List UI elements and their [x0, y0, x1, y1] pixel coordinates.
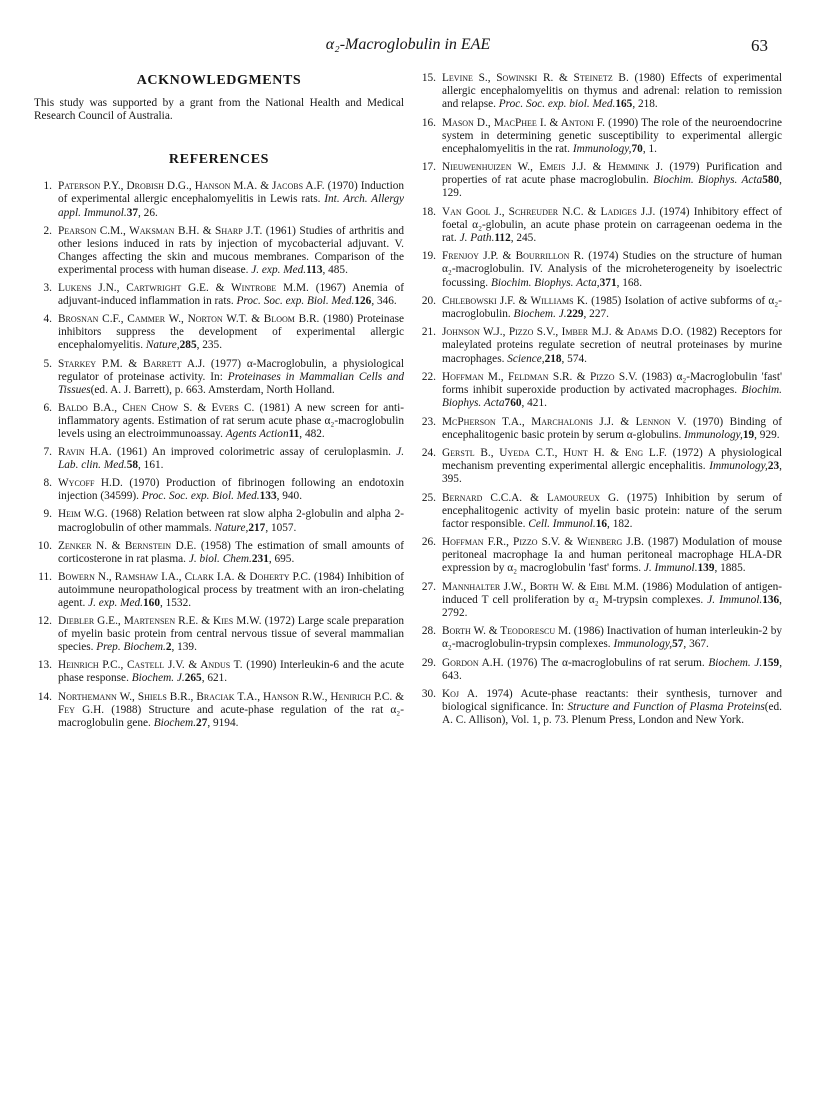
reference-year: (1986) [642, 580, 673, 593]
reference-title: Structure and acute-phase regulation of the rat α₂-macroglobulin gene. [58, 703, 404, 729]
reference-title: Induction of experimental allergic encephalomyelitis in Lewis rats. [58, 180, 404, 206]
reference-journal: J. Immunol. [707, 593, 763, 606]
reference-authors: Gerstl B., Uyeda C.T., Hunt H. & Eng L.F. [442, 447, 667, 460]
reference-year: (1972) [264, 615, 295, 628]
reference-journal: Nature, [145, 339, 180, 352]
reference-title: Isolation of active subforms of α₂-macroglobulin. [442, 294, 783, 320]
reference-number: 7. [43, 446, 52, 459]
reference-pages: (ed. A. J. Barrett), p. 663. Amsterdam, North Holland. [90, 383, 335, 396]
reference-title: A physiological mechanism preventing experimental allergic encephalitis. [442, 447, 783, 473]
reference-number: 21. [421, 326, 436, 339]
reference-volume: 2 [165, 641, 172, 654]
reference-year: (1976) [507, 656, 538, 669]
reference-number: 12. [37, 615, 52, 628]
reference-item [418, 536, 782, 575]
reference-journal: Immunology, [709, 460, 768, 473]
reference-title: α-Macroglobulin, a physiological regulator of proteinase activity. In: [58, 357, 404, 383]
reference-title: Receptors for maleylated proteins regulate secretion of neutral proteinases by murine macrophages. [442, 326, 782, 365]
reference-title: An improved colorimetric assay of ceruloplasmin. [151, 446, 391, 459]
reference-volume: 37 [126, 206, 139, 219]
reference-year: (1970) [692, 415, 724, 428]
reference-year: (1972) [672, 447, 703, 460]
reference-number: 1. [43, 180, 52, 193]
reference-number: 24. [421, 447, 436, 460]
reference-pages: (ed. A. C. Allison), Vol. 1, p. 73. Plenum Press, London and New York. [442, 701, 782, 727]
reference-title: Acute-phase reactants: their synthesis, turnover and biological significance. In: [442, 688, 783, 714]
reference-pages: , 9194. [207, 716, 239, 729]
reference-pages: , 929. [754, 428, 780, 441]
reference-item [34, 508, 404, 534]
reference-authors: Heim W.G. [58, 508, 108, 521]
reference-authors: Bowern N., Ramshaw I.A., Clark I.A. & Doherty P.C. [58, 570, 311, 583]
reference-title: Binding of encephalitogenic basic protein by serum α-globulins. [442, 415, 783, 441]
reference-authors: Gordon A.H. [442, 656, 504, 669]
reference-authors: Heinrich P.C., Castell J.V. & Andus T. [58, 659, 243, 672]
reference-pages: , 218. [632, 98, 658, 111]
reference-item [34, 691, 404, 730]
reference-journal: Biochim. Biophys. Acta [653, 174, 763, 187]
reference-journal: Biochem. J. [513, 307, 567, 320]
reference-title: Inactivation of human interleukin-2 by α₂-macroglobulin-trypsin complexes. [442, 625, 783, 651]
reference-volume: 231 [251, 552, 269, 565]
reference-item [418, 447, 782, 486]
reference-year: (1990) [608, 116, 639, 129]
reference-item [418, 688, 782, 727]
reference-year: (1968) [111, 508, 142, 521]
reference-pages: , 940. [276, 490, 303, 503]
reference-year: (1974) [659, 205, 690, 218]
reference-year: (1988) [111, 703, 142, 716]
reference-authors: Bernard C.C.A. & Lamoureux G. [442, 491, 619, 504]
reference-authors: Zenker N. & Bernstein D.E. [58, 539, 197, 552]
reference-title: The α-macroglobulins of rat serum. [540, 656, 705, 669]
reference-pages: , 1057. [265, 521, 297, 534]
reference-number: 13. [37, 659, 52, 672]
reference-number: 29. [421, 656, 436, 669]
reference-pages: , 168. [616, 276, 643, 289]
reference-authors: Borth W. & Teodorescu M. [442, 625, 571, 638]
reference-number: 14. [37, 690, 52, 703]
reference-title: Production of fibrinogen following an endotoxin injection (34599). [58, 477, 404, 503]
reference-journal: Immunology, [684, 428, 743, 441]
page-number: 63 [751, 36, 768, 55]
reference-authors: Nieuwenhuizen W., Emeis J.J. & Hemmink J. [442, 161, 663, 174]
reference-item [34, 659, 404, 685]
reference-year: (1967) [315, 282, 346, 295]
reference-year: (1975) [627, 491, 658, 504]
reference-year: (1980) [323, 313, 354, 326]
reference-number: 8. [43, 477, 52, 490]
reference-item [34, 225, 404, 277]
reference-pages: , 574. [561, 352, 587, 365]
reference-authors: Brosnan C.F., Cammer W., Norton W.T. & Bloom B.R. [58, 313, 320, 326]
reference-number: 3. [43, 282, 52, 295]
reference-pages: , 26. [138, 206, 158, 219]
reference-volume: 165 [615, 98, 633, 111]
reference-number: 25. [421, 491, 436, 504]
reference-year: (1961) [116, 446, 148, 459]
reference-pages: , 182. [607, 517, 633, 530]
reference-volume: 229 [566, 307, 584, 320]
reference-item [34, 446, 404, 472]
reference-journal: Biochim. Biophys. Acta, [490, 276, 600, 289]
reference-title: Interleukin-6 and the acute phase response. [58, 659, 404, 685]
reference-journal: J. exp. Med. [251, 263, 307, 276]
reference-journal: Structure and Function of Plasma Proteins [567, 701, 765, 714]
reference-pages: , 482. [299, 427, 325, 440]
reference-number: 30. [421, 688, 436, 701]
reference-volume: 217 [248, 521, 266, 534]
reference-item [418, 206, 782, 245]
reference-journal: Science, [507, 352, 545, 365]
reference-year: (1980) [634, 72, 665, 84]
reference-journal: Agents Action [225, 427, 289, 440]
reference-title: Relation between rat slow alpha 2-globulin and alpha 2-macroglobulin of other mammals. [58, 508, 405, 534]
reference-volume: 113 [306, 263, 323, 276]
reference-item [418, 657, 782, 683]
acknowledgments-text: This study was supported by a grant from the National Health and Medical Research Council of Australia. [34, 97, 404, 123]
reference-pages: , 245. [510, 231, 537, 244]
reference-year: 1974) [486, 688, 513, 701]
reference-journal: Proc. Soc. exp. biol. Med. [498, 98, 616, 111]
reference-number: 5. [43, 357, 52, 370]
reference-authors: Baldo B.A., Chen Chow S. & Evers C. [58, 401, 255, 414]
reference-authors: Mason D., MacPhee I. & Antoni F. [442, 116, 605, 129]
reference-item [418, 117, 782, 156]
reference-pages: , 695. [268, 552, 295, 565]
reference-number: 6. [43, 401, 52, 414]
reference-journal: Immunology, [572, 142, 632, 155]
page-header [0, 36, 816, 60]
reference-item [34, 358, 404, 397]
reference-year: (1974) [588, 250, 619, 263]
reference-year: (1970) [327, 180, 358, 193]
reference-year: (1987) [648, 536, 679, 549]
reference-year: (1958) [200, 539, 231, 552]
reference-volume: 580 [762, 174, 780, 187]
reference-number: 11. [38, 570, 52, 583]
reference-title: A new screen for anti-inflammatory agents. Estimation of rat serum acute phase α₂-macroglobulin levels using an electroimmunoassay. [58, 401, 405, 440]
left-column [34, 72, 404, 735]
reference-pages: , 235. [196, 339, 223, 352]
reference-year: (1986) [573, 625, 604, 638]
reference-title: Studies on the structure of human α₂-macroglobulin. IV. Analysis of the microheterogeneity by isoelectric focussing. [442, 250, 782, 289]
reference-journal: Int. Arch. Allergy appl. Immunol. [58, 193, 404, 219]
reference-volume: 23 [767, 460, 780, 473]
right-column [418, 72, 782, 733]
reference-number: 22. [421, 370, 436, 383]
reference-volume: 58 [126, 459, 139, 472]
reference-pages: , 367. [683, 638, 709, 651]
reference-title: Effects of experimental allergic encephalomyelitis on thymus and adrenal: relation to remission and relapse. [442, 72, 783, 111]
reference-pages: , 485. [322, 263, 348, 276]
references-heading: REFERENCES [168, 152, 270, 168]
reference-pages: , 643. [442, 656, 783, 682]
reference-year: (1983) [641, 370, 673, 383]
reference-item [418, 416, 782, 442]
reference-year: (1984) [313, 570, 344, 583]
acknowledgments-heading: ACKNOWLEDGMENTS [136, 73, 302, 88]
reference-volume: 11 [288, 427, 300, 440]
reference-number: 26. [421, 536, 436, 549]
reference-number: 19. [421, 250, 436, 263]
reference-title: Inhibition of autoimmune neuropathological process by treatment with an iron-chelating agent. [58, 570, 404, 609]
reference-authors: Diebler G.E., Martensen R.E. & Kies M.W. [58, 615, 262, 628]
reference-title: Inhibition by serum of encephalitogenic activity of myelin basic protein: nature of the serum factor responsible. [442, 491, 782, 530]
reference-pages: , 139. [171, 641, 197, 654]
reference-number: 20. [421, 294, 436, 307]
reference-journal: J. Lab. clin. Med. [58, 446, 405, 472]
reference-journal: Immunology, [613, 638, 673, 651]
reference-authors: Frenjoy J.P. & Bourrillon R. [442, 250, 584, 263]
reference-journal: Biochim. Biophys. Acta [442, 384, 782, 410]
reference-year: (1981) [259, 401, 290, 414]
reference-pages: , 129. [442, 174, 782, 200]
reference-volume: 265 [184, 672, 202, 685]
reference-volume: 760 [504, 397, 522, 410]
reference-title: Proteinase inhibitors suppress the development of experimental allergic encephalomyelitis. [58, 313, 404, 352]
reference-volume: 285 [179, 339, 197, 352]
reference-volume: 139 [697, 562, 715, 575]
reference-number: 17. [421, 161, 436, 174]
reference-authors: Lukens J.N., Cartwright G.E. & Wintrobe M.M. [58, 282, 309, 295]
reference-authors: McPherson T.A., Marchalonis J.J. & Lennon V. [442, 415, 687, 428]
reference-item [34, 477, 404, 503]
reference-number: 15. [421, 72, 436, 84]
reference-title: α₂-Macroglobulin 'fast' forms inhibit superoxide production by activated macrophages. [442, 370, 782, 397]
reference-number: 9. [43, 508, 52, 521]
reference-authors: Hoffman M., Feldman S.R. & Pizzo S.V. [442, 370, 638, 383]
reference-item [418, 625, 782, 651]
reference-title: Studies of arthritis and other lesions induced in rats by injection of mycobacterial adjuvant. V. Changes affecting the skin and mucous membranes. Comparison of the experimental process with human disease. [58, 224, 405, 276]
reference-journal: J. Path. [459, 231, 495, 244]
reference-authors: Levine S., Sowinski R. & Steinetz B. [442, 72, 629, 84]
reference-item [34, 571, 404, 610]
reference-authors: Mannhalter J.W., Borth W. & Eibl M.M. [442, 580, 639, 593]
reference-pages: , 421. [521, 397, 547, 410]
reference-journal: J. Immunol. [643, 562, 698, 575]
reference-number: 4. [43, 313, 52, 326]
reference-list-left [34, 180, 404, 729]
reference-year: (1970) [129, 477, 160, 490]
reference-journal: Proc. Soc. exp. Biol. Med. [236, 295, 355, 308]
reference-year: (1961) [265, 224, 296, 237]
reference-item [418, 295, 782, 321]
reference-pages: , 395. [442, 460, 782, 486]
reference-authors: Starkey P.M. & Barrett A.J. [58, 357, 206, 370]
reference-item [418, 371, 782, 410]
reference-item [418, 161, 782, 200]
reference-year: (1977) [210, 357, 242, 370]
reference-number: 2. [43, 224, 52, 237]
reference-volume: 19 [742, 428, 755, 441]
reference-authors: Koj A. [442, 688, 478, 701]
reference-journal: J. biol. Chem. [188, 552, 252, 565]
reference-volume: 160 [143, 597, 160, 609]
reference-title: Inhibitory effect of foetal α₂-globulin, an acute phase protein on carrageenan oedema in the rat. [442, 205, 783, 244]
reference-item [34, 615, 404, 654]
reference-title: Large scale preparation of myelin basic protein from central nervous tissue of several mammalian species. [58, 615, 405, 654]
reference-authors: Northemann W., Shiels B.R., Braciak T.A., Hanson R.W., Henirich P.C. & Fey G.H. [58, 690, 404, 716]
reference-item [418, 492, 782, 531]
reference-authors: Johnson W.J., Pizzo S.V., Imber M.J. & Adams D.O. [442, 326, 684, 339]
reference-pages: , 1. [642, 142, 657, 155]
reference-pages: , 227. [583, 307, 609, 320]
reference-authors: Hoffman F.R., Pizzo S.V. & Wienberg J.B. [442, 536, 644, 549]
reference-number: 27. [421, 580, 436, 593]
reference-title: The role of the neuroendocrine system in determining genetic susceptibility to experimental allergic encephalomyelitis in the rat. [442, 116, 783, 155]
reference-title: Modulation of antigen-induced T cell proliferation by α₂ M-trypsin complexes. [442, 580, 782, 606]
reference-authors: Wycoff H.D. [58, 477, 123, 490]
reference-volume: 159 [762, 656, 780, 669]
reference-authors: Chlebowski J.F. & Williams K. [442, 294, 588, 307]
reference-pages: , 1885. [714, 562, 746, 575]
reference-pages: , 2792. [442, 593, 782, 619]
reference-item [418, 72, 782, 111]
reference-item [34, 540, 404, 566]
reference-volume: 16 [595, 517, 608, 530]
reference-item [418, 581, 782, 620]
reference-authors: Ravin H.A. [58, 446, 112, 459]
reference-pages: , 621. [201, 672, 228, 685]
reference-volume: 136 [762, 593, 780, 606]
reference-item [418, 326, 782, 365]
reference-number: 28. [421, 625, 436, 638]
reference-item [34, 282, 404, 308]
reference-item [418, 250, 782, 289]
reference-item [34, 180, 404, 219]
reference-volume: 126 [354, 295, 372, 308]
reference-journal: Cell. Immunol. [528, 517, 596, 530]
reference-volume: 57 [672, 638, 684, 651]
reference-year: (1990) [246, 659, 277, 672]
reference-volume: 70 [631, 142, 643, 155]
reference-journal: Biochem. J. [708, 656, 763, 669]
reference-item [34, 402, 404, 441]
reference-volume: 218 [544, 352, 562, 365]
reference-year: (1985) [591, 294, 622, 307]
reference-number: 23. [421, 415, 436, 428]
reference-authors: Van Gool J., Schreuder N.C. & Ladiges J.J. [442, 205, 656, 218]
reference-authors: Pearson C.M., Waksman B.H. & Sharp J.T. [58, 224, 263, 237]
reference-number: 18. [421, 205, 436, 218]
reference-pages: , 346. [371, 295, 397, 308]
reference-title: Purification and properties of rat acute phase macroglobulin. [442, 161, 782, 187]
reference-volume: 112 [494, 231, 511, 244]
reference-pages: , 1532. [159, 597, 192, 609]
reference-journal: Proteinases in Mammalian Cells and Tissues [58, 370, 404, 396]
reference-number: 10. [37, 539, 52, 552]
reference-journal: Proc. Soc. exp. Biol. Med. [141, 490, 260, 503]
reference-number: 16. [421, 116, 436, 129]
reference-volume: 371 [599, 276, 617, 289]
reference-journal: Nature, [214, 521, 249, 534]
reference-journal: J. exp. Med. [88, 597, 144, 609]
running-title: α₂-Macroglobulin in EAE [325, 36, 491, 53]
reference-title: The estimation of small amounts of corticosterone in rat plasma. [58, 539, 405, 565]
reference-journal: Biochem. [153, 716, 197, 729]
reference-volume: 133 [259, 490, 277, 503]
reference-journal: Prep. Biochem. [96, 641, 166, 654]
reference-item [34, 313, 404, 352]
reference-title: Modulation of mouse peritoneal macrophage Ia and human peritoneal macrophage HLA-DR expression by α₂ macroglobulin 'fast' forms. [442, 536, 783, 575]
reference-list-right [418, 72, 782, 728]
reference-authors: Paterson P.Y., Drobish D.G., Hanson M.A. & Jacobs A.F. [58, 180, 325, 193]
reference-pages: , 161. [138, 459, 164, 472]
reference-year: (1979) [669, 161, 700, 174]
reference-volume: 27 [196, 716, 208, 729]
reference-year: (1982) [686, 326, 717, 339]
reference-journal: Biochem. J. [131, 672, 185, 685]
reference-title: Anemia of adjuvant-induced inflammation in rats. [58, 282, 404, 308]
